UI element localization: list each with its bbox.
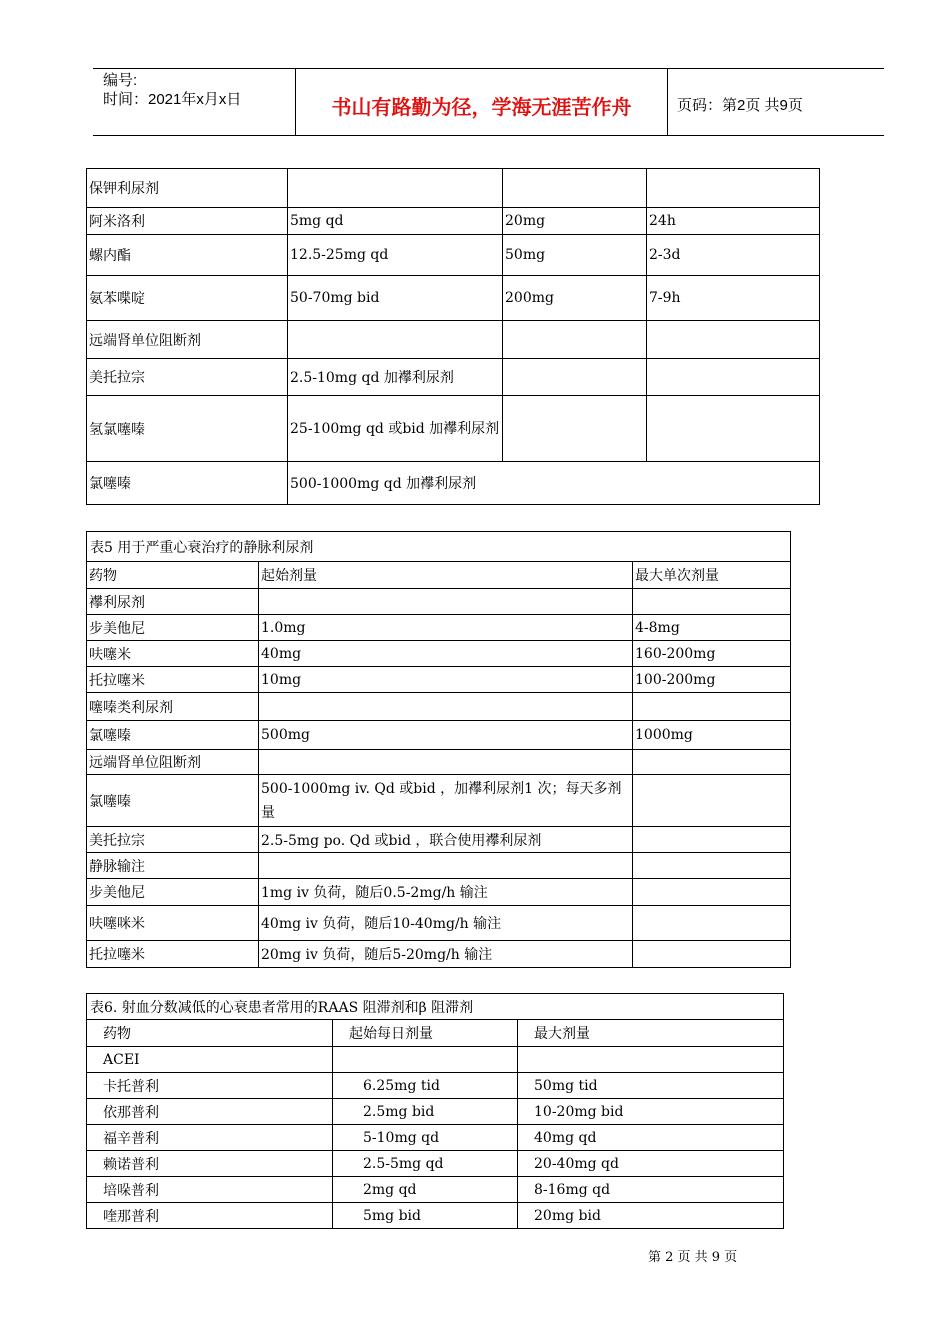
table-cell bbox=[633, 941, 791, 968]
table-cell: 培哚普利 bbox=[87, 1177, 333, 1203]
table-row bbox=[87, 1151, 784, 1177]
table-cell: 20-40mg qd bbox=[518, 1151, 784, 1177]
table-row bbox=[87, 721, 791, 750]
table-cell bbox=[633, 879, 791, 906]
table-cell: 氢氯噻嗪 bbox=[87, 396, 288, 462]
table-cell: 美托拉宗 bbox=[87, 827, 259, 853]
table-cell: 24h bbox=[647, 208, 820, 235]
column-header: 起始剂量 bbox=[259, 562, 633, 589]
column-header: 最大单次剂量 bbox=[633, 562, 791, 589]
table-row bbox=[87, 396, 820, 462]
table-caption-row bbox=[87, 994, 784, 1020]
header-top-rule bbox=[93, 68, 884, 69]
table-cell bbox=[647, 321, 820, 359]
table-cell: 2.5-5mg po. Qd 或bid ，联合使用襻利尿剂 bbox=[259, 827, 633, 853]
table-row bbox=[87, 359, 820, 396]
table-cell: 步美他尼 bbox=[87, 879, 259, 906]
table-cell: 2.5-5mg qd bbox=[333, 1151, 518, 1177]
table-cell: 7-9h bbox=[647, 276, 820, 321]
table-row bbox=[87, 775, 791, 827]
table-cell: 喹那普利 bbox=[87, 1203, 333, 1229]
table-cell: 200mg bbox=[503, 276, 647, 321]
table-row bbox=[87, 1099, 784, 1125]
table-cell bbox=[288, 169, 503, 208]
header-divider-2 bbox=[667, 69, 668, 136]
table-cell bbox=[633, 853, 791, 879]
table-cell: 远端肾单位阻断剂 bbox=[87, 321, 288, 359]
table-cell: 氯噻嗪 bbox=[87, 775, 259, 827]
table-cell: 25-100mg qd 或bid 加襻利尿剂 bbox=[288, 396, 503, 462]
table-caption-row bbox=[87, 532, 791, 562]
column-header: 起始每日剂量 bbox=[333, 1020, 518, 1047]
table-cell: 50-70mg bid bbox=[288, 276, 503, 321]
table-cell bbox=[503, 396, 647, 462]
table-cell bbox=[633, 906, 791, 941]
table-cell: 160-200mg bbox=[633, 641, 791, 667]
table-cell: 步美他尼 bbox=[87, 615, 259, 641]
table-cell: 1.0mg bbox=[259, 615, 633, 641]
table-cell: 1000mg bbox=[633, 721, 791, 750]
column-header: 最大剂量 bbox=[518, 1020, 784, 1047]
table-header-row bbox=[87, 1020, 784, 1047]
table-cell: 20mg bbox=[503, 208, 647, 235]
time-label: 时间：2021年x月x日 bbox=[103, 91, 242, 108]
table-cell: 托拉噻米 bbox=[87, 941, 259, 968]
table-cell: 美托拉宗 bbox=[87, 359, 288, 396]
table-cell: 托拉噻米 bbox=[87, 667, 259, 693]
header-bottom-rule bbox=[93, 135, 884, 136]
table-row bbox=[87, 462, 820, 505]
table-cell: 2.5-10mg qd 加襻利尿剂 bbox=[288, 359, 503, 396]
table-row bbox=[87, 750, 791, 775]
table-cell: 呋噻咪米 bbox=[87, 906, 259, 941]
table-cell: 500-1000mg iv. Qd 或bid ，加襻利尿剂1 次；每天多剂量 bbox=[259, 775, 633, 827]
table-row bbox=[87, 169, 820, 208]
header-meta bbox=[103, 71, 241, 109]
table-row bbox=[87, 1125, 784, 1151]
table-cell: 20mg bid bbox=[518, 1203, 784, 1229]
table-cell bbox=[259, 693, 633, 721]
table-cell: 50mg bbox=[503, 235, 647, 276]
table-row bbox=[87, 853, 791, 879]
table-row bbox=[87, 667, 791, 693]
table-cell: 远端肾单位阻断剂 bbox=[87, 750, 259, 775]
table-cell: 呋噻米 bbox=[87, 641, 259, 667]
table-row bbox=[87, 906, 791, 941]
table-cell bbox=[259, 853, 633, 879]
table-cell: 氯噻嗪 bbox=[87, 721, 259, 750]
table-cell: 氨苯喋啶 bbox=[87, 276, 288, 321]
table-cell bbox=[647, 396, 820, 462]
table-cell: 40mg qd bbox=[518, 1125, 784, 1151]
code-label: 编号: bbox=[103, 72, 138, 89]
table-cell: 阿米洛利 bbox=[87, 208, 288, 235]
table-cell: 依那普利 bbox=[87, 1099, 333, 1125]
table-header-row bbox=[87, 562, 791, 589]
table-cell: 100-200mg bbox=[633, 667, 791, 693]
page-footer: 第 2 页 共 9 页 bbox=[648, 1250, 738, 1265]
table-cell: 卡托普利 bbox=[87, 1073, 333, 1099]
table-cell: 20mg iv 负荷，随后5-20mg/h 输注 bbox=[259, 941, 633, 968]
table-row bbox=[87, 321, 820, 359]
table-cell: 2-3d bbox=[647, 235, 820, 276]
diuretic-dose-table bbox=[86, 168, 820, 505]
table-cell bbox=[647, 359, 820, 396]
table-cell bbox=[288, 321, 503, 359]
table-cell: 福辛普利 bbox=[87, 1125, 333, 1151]
table-cell: 10mg bbox=[259, 667, 633, 693]
table-cell bbox=[503, 359, 647, 396]
table-cell: 噻嗪类利尿剂 bbox=[87, 693, 259, 721]
header-page-label: 页码：第2页 共9页 bbox=[677, 97, 803, 114]
table-cell bbox=[633, 827, 791, 853]
table-cell: 12.5-25mg qd bbox=[288, 235, 503, 276]
table-row bbox=[87, 827, 791, 853]
table-row bbox=[87, 1203, 784, 1229]
header-motto: 书山有路勤为径，学海无涯苦作舟 bbox=[331, 97, 632, 119]
table-cell bbox=[633, 693, 791, 721]
table-cell: 500mg bbox=[259, 721, 633, 750]
table-cell: 40mg iv 负荷，随后10-40mg/h 输注 bbox=[259, 906, 633, 941]
table-row bbox=[87, 879, 791, 906]
table-cell bbox=[259, 750, 633, 775]
table-row bbox=[87, 276, 820, 321]
table-row bbox=[87, 1047, 784, 1073]
table-cell bbox=[259, 589, 633, 615]
table-row bbox=[87, 693, 791, 721]
column-header: 药物 bbox=[87, 562, 259, 589]
table-row bbox=[87, 235, 820, 276]
table-cell: 2mg qd bbox=[333, 1177, 518, 1203]
table6-caption: 表6. 射血分数减低的心衰患者常用的RAAS 阻滞剂和β 阻滞剂 bbox=[87, 994, 784, 1020]
table-cell: 5mg bid bbox=[333, 1203, 518, 1229]
table6 bbox=[86, 993, 784, 1229]
table5 bbox=[86, 531, 791, 968]
table-cell: 8-16mg qd bbox=[518, 1177, 784, 1203]
table-cell: 襻利尿剂 bbox=[87, 589, 259, 615]
table-cell: 500-1000mg qd 加襻利尿剂 bbox=[288, 462, 820, 505]
table-cell: 4-8mg bbox=[633, 615, 791, 641]
table-cell: 50mg tid bbox=[518, 1073, 784, 1099]
table-cell bbox=[333, 1047, 518, 1073]
table-row bbox=[87, 589, 791, 615]
table-cell bbox=[633, 775, 791, 827]
table-cell: 氯噻嗪 bbox=[87, 462, 288, 505]
table-cell bbox=[633, 750, 791, 775]
table-cell: 5mg qd bbox=[288, 208, 503, 235]
table-row bbox=[87, 1177, 784, 1203]
table-cell bbox=[633, 589, 791, 615]
table-cell: 5-10mg qd bbox=[333, 1125, 518, 1151]
table-row bbox=[87, 1073, 784, 1099]
table-cell bbox=[647, 169, 820, 208]
table-cell: 螺内酯 bbox=[87, 235, 288, 276]
table-cell: 保钾利尿剂 bbox=[87, 169, 288, 208]
table-cell: 10-20mg bid bbox=[518, 1099, 784, 1125]
column-header: 药物 bbox=[87, 1020, 333, 1047]
table-cell bbox=[503, 321, 647, 359]
table-row bbox=[87, 641, 791, 667]
table-cell: 赖诺普利 bbox=[87, 1151, 333, 1177]
table-cell: 1mg iv 负荷，随后0.5-2mg/h 输注 bbox=[259, 879, 633, 906]
table-cell: 静脉输注 bbox=[87, 853, 259, 879]
table-row bbox=[87, 941, 791, 968]
table5-caption: 表5 用于严重心衰治疗的静脉利尿剂 bbox=[87, 532, 791, 562]
table-cell bbox=[503, 169, 647, 208]
table-row bbox=[87, 615, 791, 641]
table-cell: 40mg bbox=[259, 641, 633, 667]
table-cell bbox=[518, 1047, 784, 1073]
table-cell: 2.5mg bid bbox=[333, 1099, 518, 1125]
table-cell: 6.25mg tid bbox=[333, 1073, 518, 1099]
table-cell: ACEI bbox=[87, 1047, 333, 1073]
table-row bbox=[87, 208, 820, 235]
